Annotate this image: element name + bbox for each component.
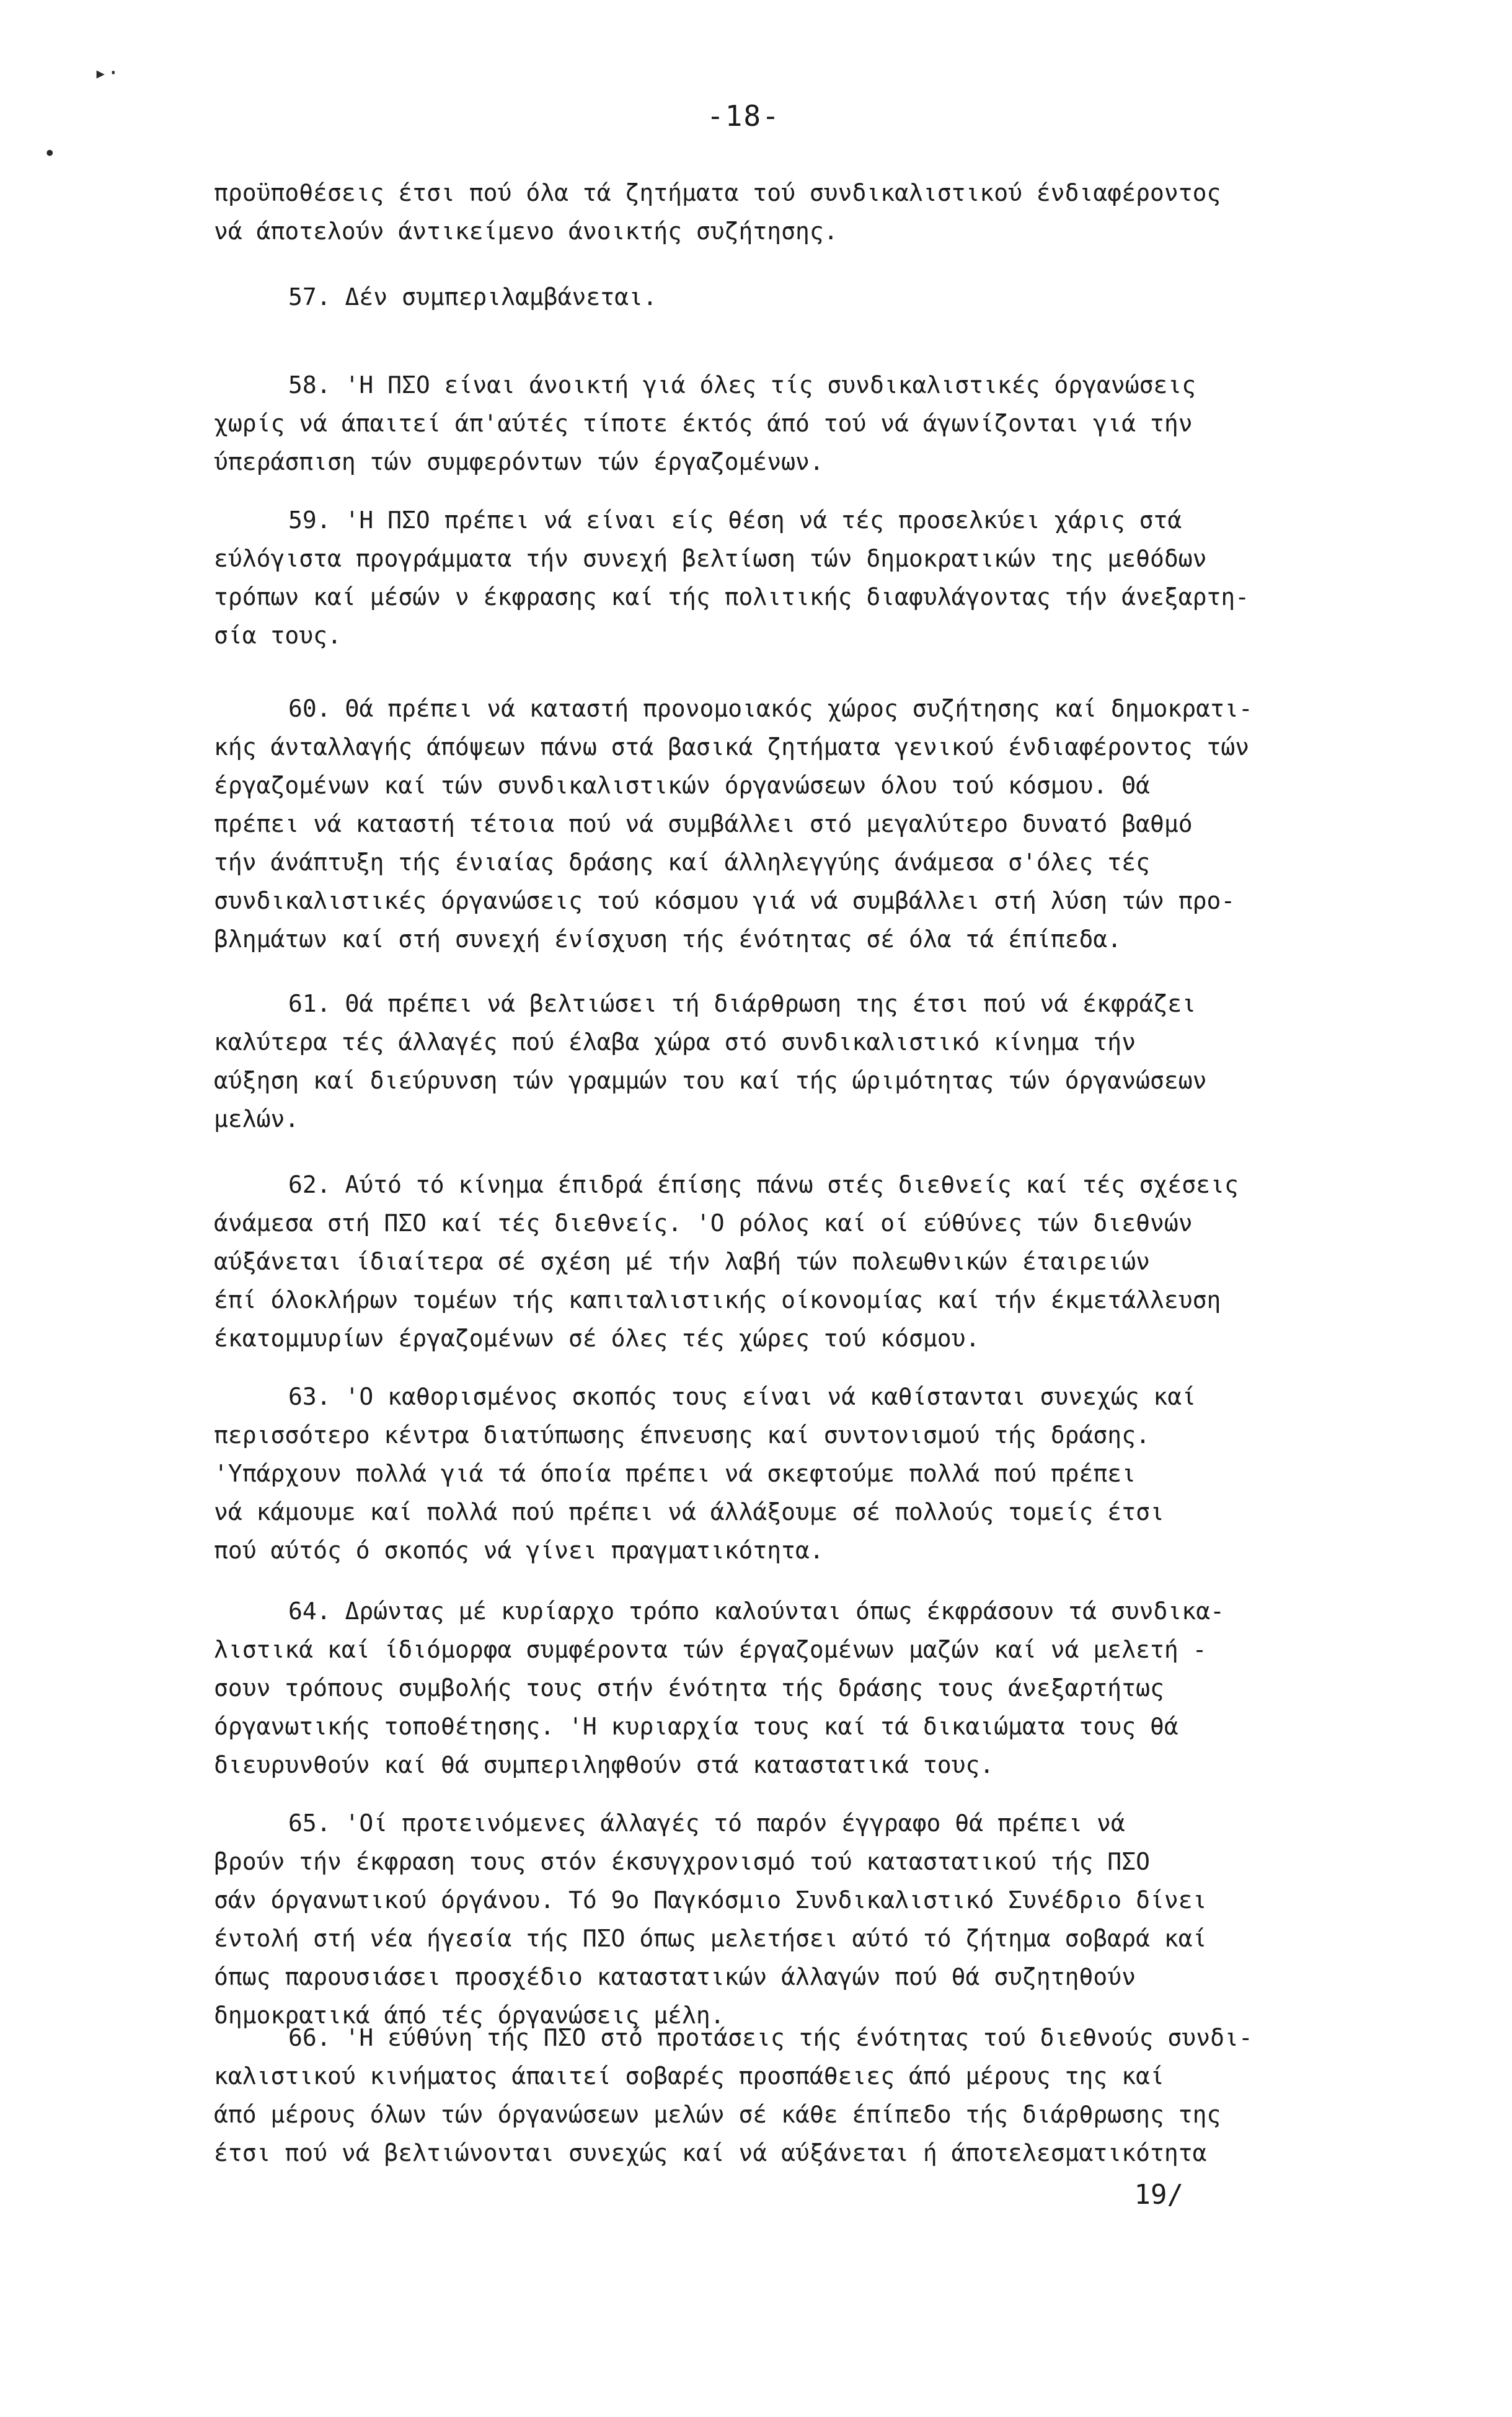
text-line: βρούν τήν έκφραση τους στόν έκσυγχρονισμό τού καταστατικού τής ΠΣΟ (214, 1848, 1150, 1875)
text-line: περισσότερο κέντρα διατύπωσης έπνευσης καί συντονισμού τής δράσης. (214, 1421, 1150, 1449)
paragraph-64 (214, 1592, 1330, 1784)
text-line: 62. Αύτό τό κίνημα έπιδρά έπίσης πάνω στές διεθνείς καί τές σχέσεις (288, 1171, 1239, 1198)
text-line: 64. Δρώντας μέ κυρίαρχο τρόπο καλούνται όπως έκφράσουν τά συνδικα- (288, 1597, 1224, 1625)
paragraph-62 (214, 1165, 1330, 1358)
paragraph-59 (214, 501, 1330, 655)
paragraph-63 (214, 1377, 1330, 1570)
text-line: καλύτερα τές άλλαγές πού έλαβα χώρα στό συνδικαλιστικό κίνημα τήν (214, 1028, 1136, 1056)
text-line: 58. 'Η ΠΣΟ είναι άνοικτή γιά όλες τίς συνδικαλιστικές όργανώσεις (288, 371, 1196, 399)
text-line: τρόπων καί μέσών ν έκφρασης καί τής πολιτικής διαφυλάγοντας τήν άνεξαρτη- (214, 583, 1250, 611)
scan-mark-bullet: • (43, 141, 56, 166)
text-line: έντολή στή νέα ήγεσία τής ΠΣΟ όπως μελετήσει αύτό τό ζήτημα σοβαρά καί (214, 1925, 1207, 1952)
text-line: 'Υπάρχουν πολλά γιά τά όποία πρέπει νά σκεφτούμε πολλά πού πρέπει (214, 1460, 1136, 1487)
text-line: τήν άνάπτυξη τής ένιαίας δράσης καί άλληλεγγύης άνάμεσα σ'όλες τές (214, 849, 1150, 876)
text-line: καλιστικού κινήματος άπαιτεί σοβαρές προσπάθειες άπό μέρους της καί (214, 2062, 1164, 2090)
text-line: 61. Θά πρέπει νά βελτιώσει τή διάρθρωση της έτσι πού νά έκφράζει (288, 990, 1196, 1017)
text-line: νά άποτελούν άντικείμενο άνοικτής συζήτησης. (214, 218, 838, 245)
text-line: κής άνταλλαγής άπόψεων πάνω στά βασικά ζητήματα γενικού ένδιαφέροντος τών (214, 733, 1250, 761)
text-line: έτσι πού νά βελτιώνονται συνεχώς καί νά αύξάνεται ή άποτελεσματικότητα (214, 2139, 1207, 2167)
text-line: σουν τρόπους συμβολής τους στήν ένότητα τής δράσης τους άνεξαρτήτως (214, 1674, 1164, 1702)
text-line: έκατομμυρίων έργαζομένων σέ όλες τές χώρες τού κόσμου. (214, 1325, 980, 1352)
text-line: 63. 'Ο καθορισμένος σκοπός τους είναι νά καθίστανται συνεχώς καί (288, 1383, 1196, 1410)
text-line: 57. Δέν συμπεριλαμβάνεται. (288, 283, 657, 311)
page-number: -18- (707, 99, 780, 133)
text-line: πού αύτός ό σκοπός νά γίνει πραγματικότητα. (214, 1537, 824, 1564)
text-line: 60. Θά πρέπει νά καταστή προνομοιακός χώρος συζήτησης καί δημοκρατι- (288, 695, 1253, 722)
text-line: χωρίς νά άπαιτεί άπ'αύτές τίποτε έκτός άπό τού νά άγωνίζονται γιά τήν (214, 410, 1193, 437)
text-line: 65. 'Οί προτεινόμενες άλλαγές τό παρόν έγγραφο θά πρέπει νά (288, 1809, 1125, 1837)
text-line: 59. 'Η ΠΣΟ πρέπει νά είναι είς θέση νά τές προσελκύει χάρις στά (288, 506, 1182, 534)
text-line: μελών. (214, 1105, 299, 1133)
next-page-marker: 19/ (1134, 2179, 1183, 2211)
paragraph-66 (214, 2018, 1330, 2172)
text-line: αύξηση καί διεύρυνση τών γραμμών του καί τής ώριμότητας τών όργανώσεων (214, 1067, 1207, 1094)
text-line: λιστικά καί ίδιόμορφα συμφέροντα τών έργαζομένων μαζών καί νά μελετή - (214, 1636, 1207, 1663)
paragraph-continuation (214, 174, 1330, 250)
text-line: πρέπει νά καταστή τέτοια πού νά συμβάλλει στό μεγαλύτερο δυνατό βαθμό (214, 810, 1193, 837)
text-line: άνάμεσα στή ΠΣΟ καί τές διεθνείς. 'Ο ρόλος καί οί εύθύνες τών διεθνών (214, 1209, 1193, 1237)
text-line: ύπεράσπιση τών συμφερόντων τών έργαζομένων. (214, 448, 824, 475)
text-line: διευρυνθούν καί θά συμπεριληφθούν στά καταστατικά τους. (214, 1751, 994, 1779)
text-line: 66. 'Η εύθύνη τής ΠΣΟ στό προτάσεις τής ένότητας τού διεθνούς συνδι- (288, 2024, 1253, 2051)
scan-mark-top: ▸· (94, 61, 120, 86)
paragraph-60 (214, 689, 1330, 958)
text-line: βλημάτων καί στή συνεχή ένίσχυση τής ένότητας σέ όλα τά έπίπεδα. (214, 926, 1122, 953)
text-line: όπως παρουσιάσει προσχέδιο καταστατικών άλλαγών πού θά συζητηθούν (214, 1963, 1136, 1991)
text-line: άπό μέρους όλων τών όργανώσεων μελών σέ κάθε έπίπεδο τής διάρθρωσης της (214, 2101, 1221, 2128)
paragraph-58 (214, 366, 1330, 481)
text-line: όργανωτικής τοποθέτησης. 'Η κυριαρχία τους καί τά δικαιώματα τους θά (214, 1713, 1178, 1740)
paragraph-57 (214, 278, 1330, 316)
text-line: σάν όργανωτικού όργάνου. Τό 9ο Παγκόσμιο Συνδικαλιστικό Συνέδριο δίνει (214, 1886, 1207, 1914)
text-line: έργαζομένων καί τών συνδικαλιστικών όργανώσεων όλου τού κόσμου. Θά (214, 772, 1150, 799)
text-line: σία τους. (214, 622, 342, 649)
text-line: νά κάμουμε καί πολλά πού πρέπει νά άλλάξουμε σέ πολλούς τομείς έτσι (214, 1498, 1164, 1526)
text-line: συνδικαλιστικές όργανώσεις τού κόσμου γιά νά συμβάλλει στή λύση τών προ- (214, 887, 1236, 914)
paragraph-65 (214, 1804, 1330, 2035)
paragraph-61 (214, 984, 1330, 1138)
text-line: αύξάνεται ίδιαίτερα σέ σχέση μέ τήν λαβή τών πολεωθνικών έταιρειών (214, 1248, 1150, 1275)
text-line: προϋποθέσεις έτσι πού όλα τά ζητήματα τού συνδικαλιστικού ένδιαφέροντος (214, 179, 1221, 206)
text-line: δημοκρατικά άπό τές όργανώσεις μέλη. (214, 2002, 725, 2029)
text-line: εύλόγιστα προγράμματα τήν συνεχή βελτίωση τών δημοκρατικών της μεθόδων (214, 545, 1207, 572)
text-line: έπί όλοκλήρων τομέων τής καπιταλιστικής οίκονομίας καί τήν έκμετάλλευση (214, 1286, 1221, 1314)
